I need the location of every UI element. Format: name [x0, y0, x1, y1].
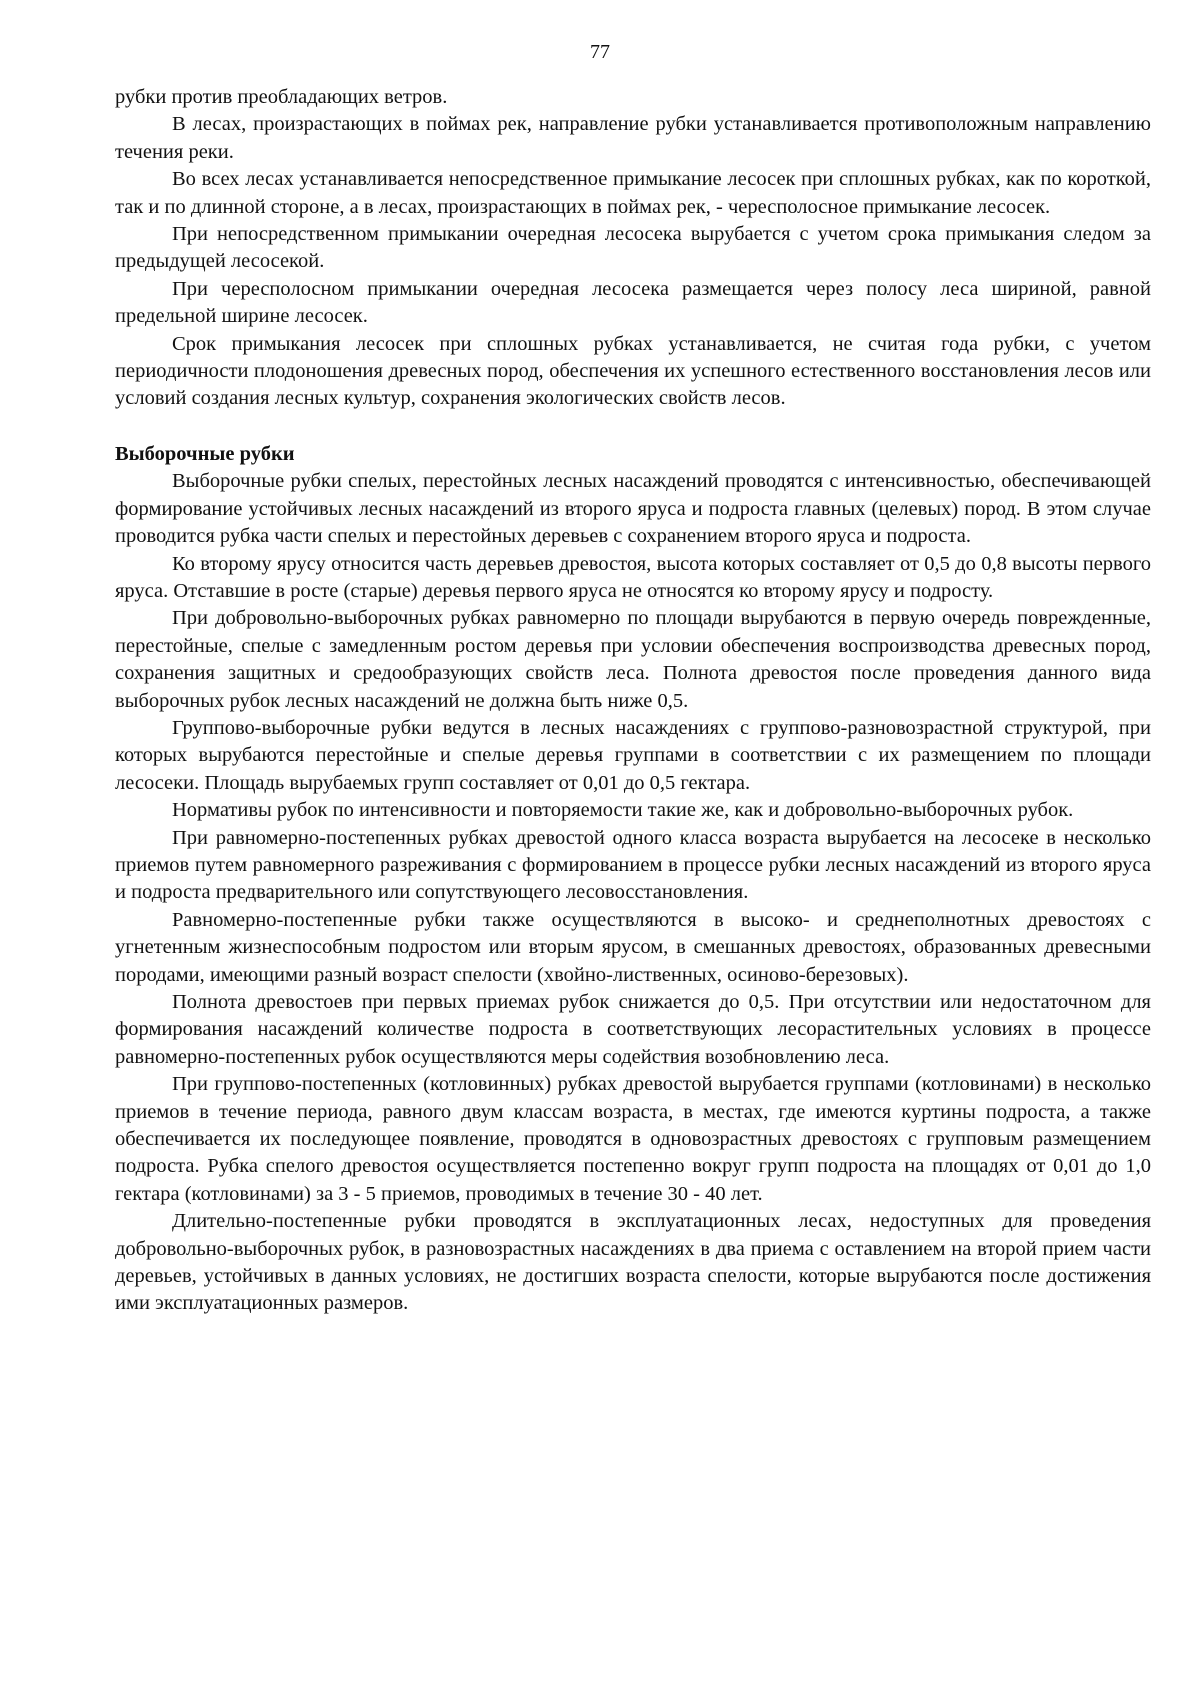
paragraph: Группово-выборочные рубки ведутся в лесных насаждениях с группово-разновозрастной структурой, при которых вырубаются перестойные и спелые деревья группами в соответствии с их размещением по площади лесосеки. Площадь вырубаемых групп составляет от 0,01 до 0,5 гектара. [115, 716, 1151, 794]
paragraph: Нормативы рубок по интенсивности и повторяемости такие же, как и добровольно-выборочных рубок. [172, 799, 1074, 822]
section-paragraphs [115, 468, 1151, 1318]
paragraph: рубки против преобладающих ветров. [115, 86, 448, 108]
paragraph: При равномерно-постепенных рубках древостой одного класса возраста вырубается на лесосеке в несколько приемов путем равномерного разреживания с формированием в процессе рубки лесных насаждений из второго яруса и подроста предварительного или сопутствующего лесовосстановления. [115, 826, 1151, 904]
paragraph: При чересполосном примыкании очередная лесосека размещается через полосу леса шириной, равной предельной ширине лесосек. [115, 277, 1151, 328]
paragraph: Длительно-постепенные рубки проводятся в эксплуатационных лесах, недоступных для проведения добровольно-выборочных рубок, в разновозрастных насаждениях в два приема с оставлением на второй прием части деревьев, устойчивых в данных условиях, не достигших возраста спелости, которые вырубаются после достижения ими эксплуатационных размеров. [115, 1210, 1151, 1315]
paragraph: Срок примыкания лесосек при сплошных рубках устанавливается, не считая года рубки, с учетом периодичности плодоношения древесных пород, обеспечения их успешного естественного восстановления лесов или условий создания лесных культур, сохранения экологических свойств лесов. [115, 332, 1151, 410]
page-number: 77 [590, 41, 610, 63]
paragraph: Равномерно-постепенные рубки также осуществляются в высоко- и среднеполнотных древостоях с угнетенным жизнеспособным подростом или вторым ярусом, в смешанных древостоях, образованных древесными породами, имеющими разный возраст спелости (хвойно-лиственных, осиново-березовых). [115, 908, 1151, 986]
section-heading: Выборочные рубки [115, 442, 295, 465]
paragraph: При добровольно-выборочных рубках равномерно по площади вырубаются в первую очередь поврежденные, перестойные, спелые с замедленным ростом деревья при условии обеспечения воспроизводства древесных пород, сохранения защитных и средообразующих свойств леса. Полнота древостоя после проведения данного вида выборочных рубок лесных насаждений не должна быть ниже 0,5. [115, 607, 1151, 712]
page-content [115, 84, 1151, 1318]
paragraph: При группово-постепенных (котловинных) рубках древостой вырубается группами (котловинами) в несколько приемов в течение периода, равного двум классам возраста, в местах, где имеются куртины подроста, а также обеспечивается их последующее появление, проводятся в одновозрастных древостоях с групповым размещением подроста. Рубка спелого древостоя осуществляется постепенно вокруг групп подроста на площадях от 0,01 до 1,0 гектара (котловинами) за 3 - 5 приемов, проводимых в течение 30 - 40 лет. [115, 1073, 1151, 1205]
paragraph: Выборочные рубки спелых, перестойных лесных насаждений проводятся с интенсивностью, обеспечивающей формирование устойчивых лесных насаждений из второго яруса и подроста главных (целевых) пород. В этом случае проводится рубка части спелых и перестойных деревьев с сохранением второго яруса и подроста. [115, 470, 1151, 548]
paragraph: В лесах, произрастающих в поймах рек, направление рубки устанавливается противоположным направлению течения реки. [115, 113, 1151, 163]
intro-paragraphs [115, 84, 1151, 413]
paragraph: Во всех лесах устанавливается непосредственное примыкание лесосек при сплошных рубках, как по короткой, так и по длинной стороне, а в лесах, произрастающих в поймах рек, - чересполосное примыкание лесосек. [115, 168, 1151, 218]
paragraph: Ко второму ярусу относится часть деревьев древостоя, высота которых составляет от 0,5 до 0,8 высоты первого яруса. Отставшие в росте (старые) деревья первого яруса не относятся ко второму ярусу и подросту. [115, 552, 1151, 602]
paragraph: Полнота древостоев при первых приемах рубок снижается до 0,5. При отсутствии или недостаточном для формирования насаждений количестве подроста в соответствующих лесорастительных условиях в процессе равномерно-постепенных рубок осуществляются меры содействия возобновлению леса. [115, 991, 1151, 1068]
paragraph: При непосредственном примыкании очередная лесосека вырубается с учетом срока примыкания следом за предыдущей лесосекой. [115, 223, 1151, 273]
